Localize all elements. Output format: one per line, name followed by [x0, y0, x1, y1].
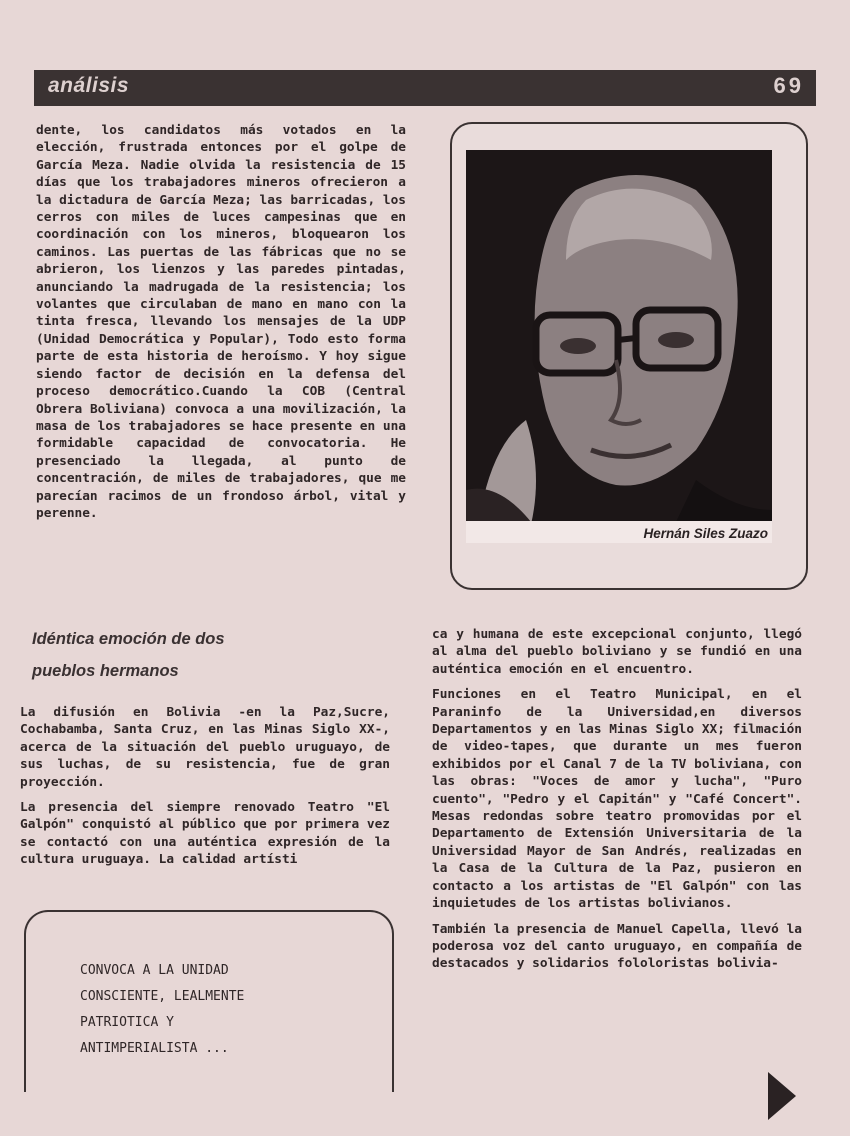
paragraph: Funciones en el Teatro Municipal, en el Paraninfo de la Universidad,en diversos Departamentos y en las Minas Siglo XX; filmación de video-tapes, que durante un mes fueron exhibidos por el Canal 7 de la TV boliviana, con las obras: "Voces de amor y lucha", "Puro cuento", "Pedro y el Capitán" y "Café Concert". Mesas redondas sobre teatro promovidas por el Departamento de Extensión Universitaria de la Universidad Mayor de San Andrés, realizadas en la Casa de la Cultura de la Paz, pusieron en contacto a los artistas de "El Galpón" con las inquietudes de los artistas bolivianos. — [432, 687, 802, 912]
paragraph: dente, los candidatos más votados en la elección, frustrada entonces por el golpe de García Meza. Nadie olvida la resistencia de 15 días que los trabajadores mineros ofrecieron a la dictadura de García Meza; las barricadas, los cerros con miles de luces campesinas que en coordinación con los mineros, bloquearon los caminos. Las puertas de las fábricas que no se abrieron, los lienzos y las paredes pintadas, anunciando la madrugada de la resistencia; los volantes que circulaban de mano en mano con la tinta fresca, llevando los mensajes de la UDP (Unidad Democrática y Popular), Todo esto forma parte de esta historia de heroísmo. Y hoy sigue siendo factor de decisión en la defensa del proceso democrático.Cuando la COB (Central Obrera Boliviana) convoca a una movilización, la masa de los trabajadores se hace presente en una formidable capacidad de convocatoria. He presenciado la llegada, al punto de concentración, de miles de trabajadores, que me parecían racimos de un frondoso árbol, vital y perenne. — [36, 123, 406, 521]
paragraph: ca y humana de este excepcional conjunto, llegó al alma del pueblo boliviano y se fundió en una auténtica emoción en el encuentro. — [432, 627, 802, 677]
left-column-top — [36, 122, 406, 530]
paragraph: La difusión en Bolivia -en la Paz,Sucre, Cochabamba, Santa Cruz, en las Minas Siglo XX-, acerca de la situación del pueblo uruguayo, de sus luchas, de su resistencia, fue de gran proyección. — [20, 705, 390, 790]
page-number: 69 — [773, 73, 804, 98]
paragraph: También la presencia de Manuel Capella, llevó la poderosa voz del canto uruguayo, en compañía de destacados y solidarios fololoristas bolivia- — [432, 921, 802, 972]
section-heading-line2: pueblos hermanos — [32, 662, 179, 680]
portrait-illustration — [466, 150, 772, 543]
right-column — [432, 626, 802, 981]
section-heading-line1: Idéntica emoción de dos — [32, 630, 225, 648]
paragraph: La presencia del siempre renovado Teatro "El Galpón" conquistó al público que por primera vez se contactó con una auténtica expresión de la cultura uruguaya. La calidad artísti — [20, 800, 390, 868]
slogan-line: CONVOCA A LA UNIDAD — [80, 963, 229, 978]
slogan-text — [80, 958, 380, 1062]
page-header-band — [34, 70, 816, 106]
portrait-photo — [466, 150, 772, 543]
slogan-line: CONSCIENTE, LEALMENTE — [80, 989, 245, 1004]
continue-arrow-icon — [768, 1072, 796, 1120]
section-label: análisis — [48, 74, 130, 97]
slogan-line: ANTIMPERIALISTA ... — [80, 1041, 229, 1056]
slogan-line: PATRIOTICA Y — [80, 1015, 174, 1030]
photo-caption: Hernán Siles Zuazo — [643, 526, 768, 541]
left-column-middle — [20, 704, 390, 877]
